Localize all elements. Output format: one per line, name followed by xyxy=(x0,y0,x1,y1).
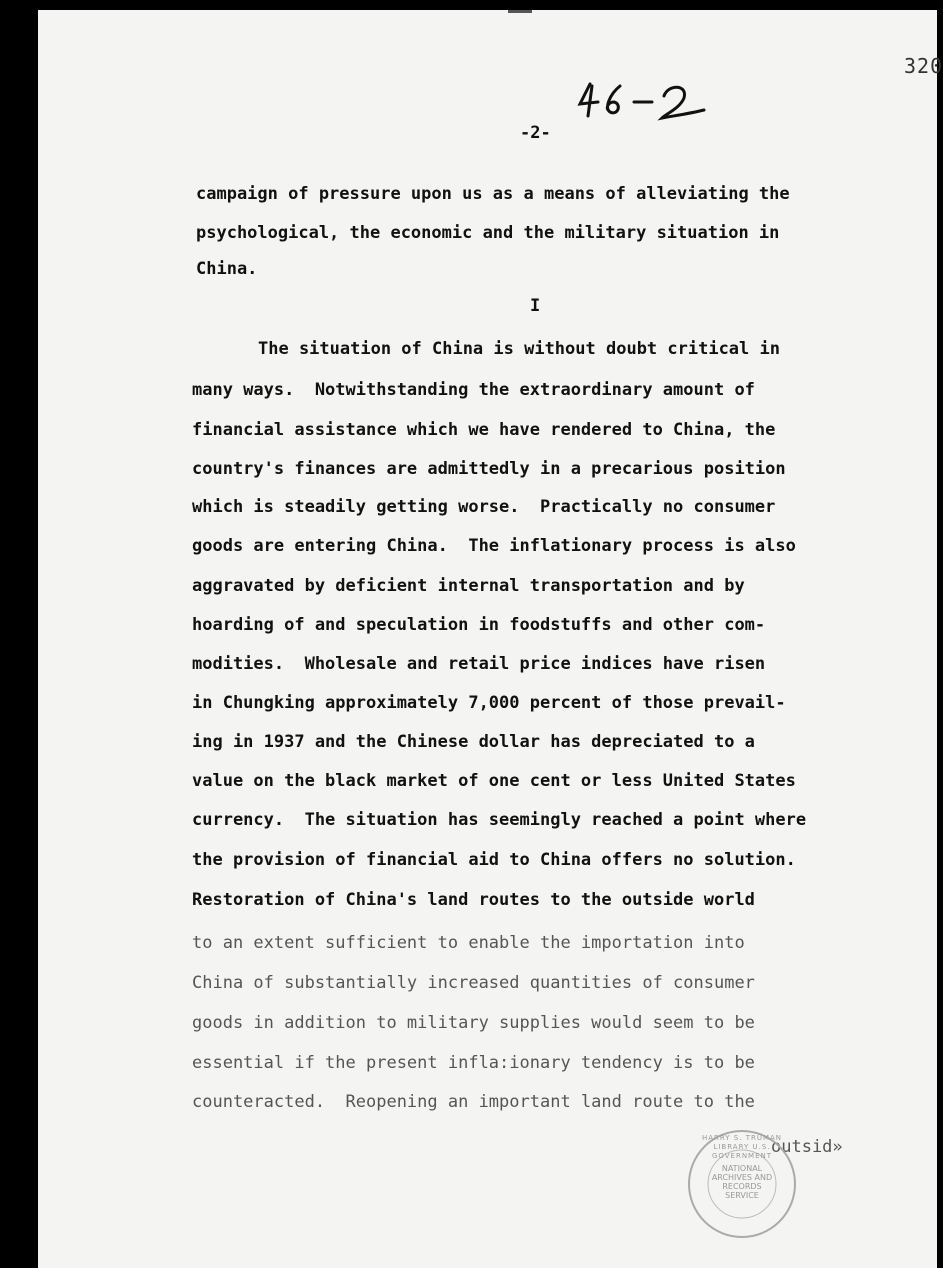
text-line: modities. Wholesale and retail price indices have risen xyxy=(192,654,766,674)
stamp-center-line: SERVICE xyxy=(725,1191,759,1200)
text-line: value on the black market of one cent or less United States xyxy=(192,771,796,791)
text-line: to an extent sufficient to enable the importation into xyxy=(192,933,745,953)
text-line: in Chungking approximately 7,000 percent of those prevail- xyxy=(192,693,786,713)
stamp-center-line: ARCHIVES AND xyxy=(711,1173,773,1182)
text-line: China of substantially increased quantities of consumer xyxy=(192,973,755,993)
section-number: I xyxy=(530,296,541,316)
text-line: hoarding of and speculation in foodstuffs and other com- xyxy=(192,615,766,635)
text-line: counteracted. Reopening an important land route to the xyxy=(192,1092,755,1112)
text-line: campaign of pressure upon us as a means of alleviating the xyxy=(196,184,790,204)
text-line: currency. The situation has seemingly reached a point where xyxy=(192,810,807,830)
text-line: goods are entering China. The inflationary process is also xyxy=(192,536,796,556)
archives-stamp xyxy=(686,1128,798,1240)
handwritten-reference xyxy=(576,80,716,129)
catchword: outsid» xyxy=(771,1137,843,1157)
scan-artifact xyxy=(508,10,532,13)
stamp-center-line: NATIONAL xyxy=(721,1164,763,1173)
document-page xyxy=(38,10,943,1268)
stamp-center-line: RECORDS xyxy=(722,1182,762,1191)
text-line: financial assistance which we have rendered to China, the xyxy=(192,420,776,440)
text-line: psychological, the economic and the military situation in xyxy=(196,223,780,243)
text-line: goods in addition to military supplies would seem to be xyxy=(192,1013,755,1033)
archive-page-number: 320 xyxy=(904,54,943,78)
text-line: China. xyxy=(196,259,258,279)
page-marker: -2- xyxy=(520,123,551,143)
text-line: ing in 1937 and the Chinese dollar has depreciated to a xyxy=(192,732,755,752)
text-line: The situation of China is without doubt critical in xyxy=(258,339,780,359)
text-line: essential if the present infla:ionary tendency is to be xyxy=(192,1053,755,1073)
text-line: aggravated by deficient internal transportation and by xyxy=(192,576,745,596)
text-line: country's finances are admittedly in a precarious position xyxy=(192,459,786,479)
handwritten-reference-drawing xyxy=(576,80,716,125)
text-line: many ways. Notwithstanding the extraordinary amount of xyxy=(192,380,755,400)
text-line: the provision of financial aid to China offers no solution. xyxy=(192,850,796,870)
text-line: which is steadily getting worse. Practically no consumer xyxy=(192,497,776,517)
text-line: Restoration of China's land routes to the outside world xyxy=(192,890,755,910)
stamp-ring-text: HARRY S. TRUMAN LIBRARY U.S. GOVERNMENT xyxy=(701,1134,783,1160)
